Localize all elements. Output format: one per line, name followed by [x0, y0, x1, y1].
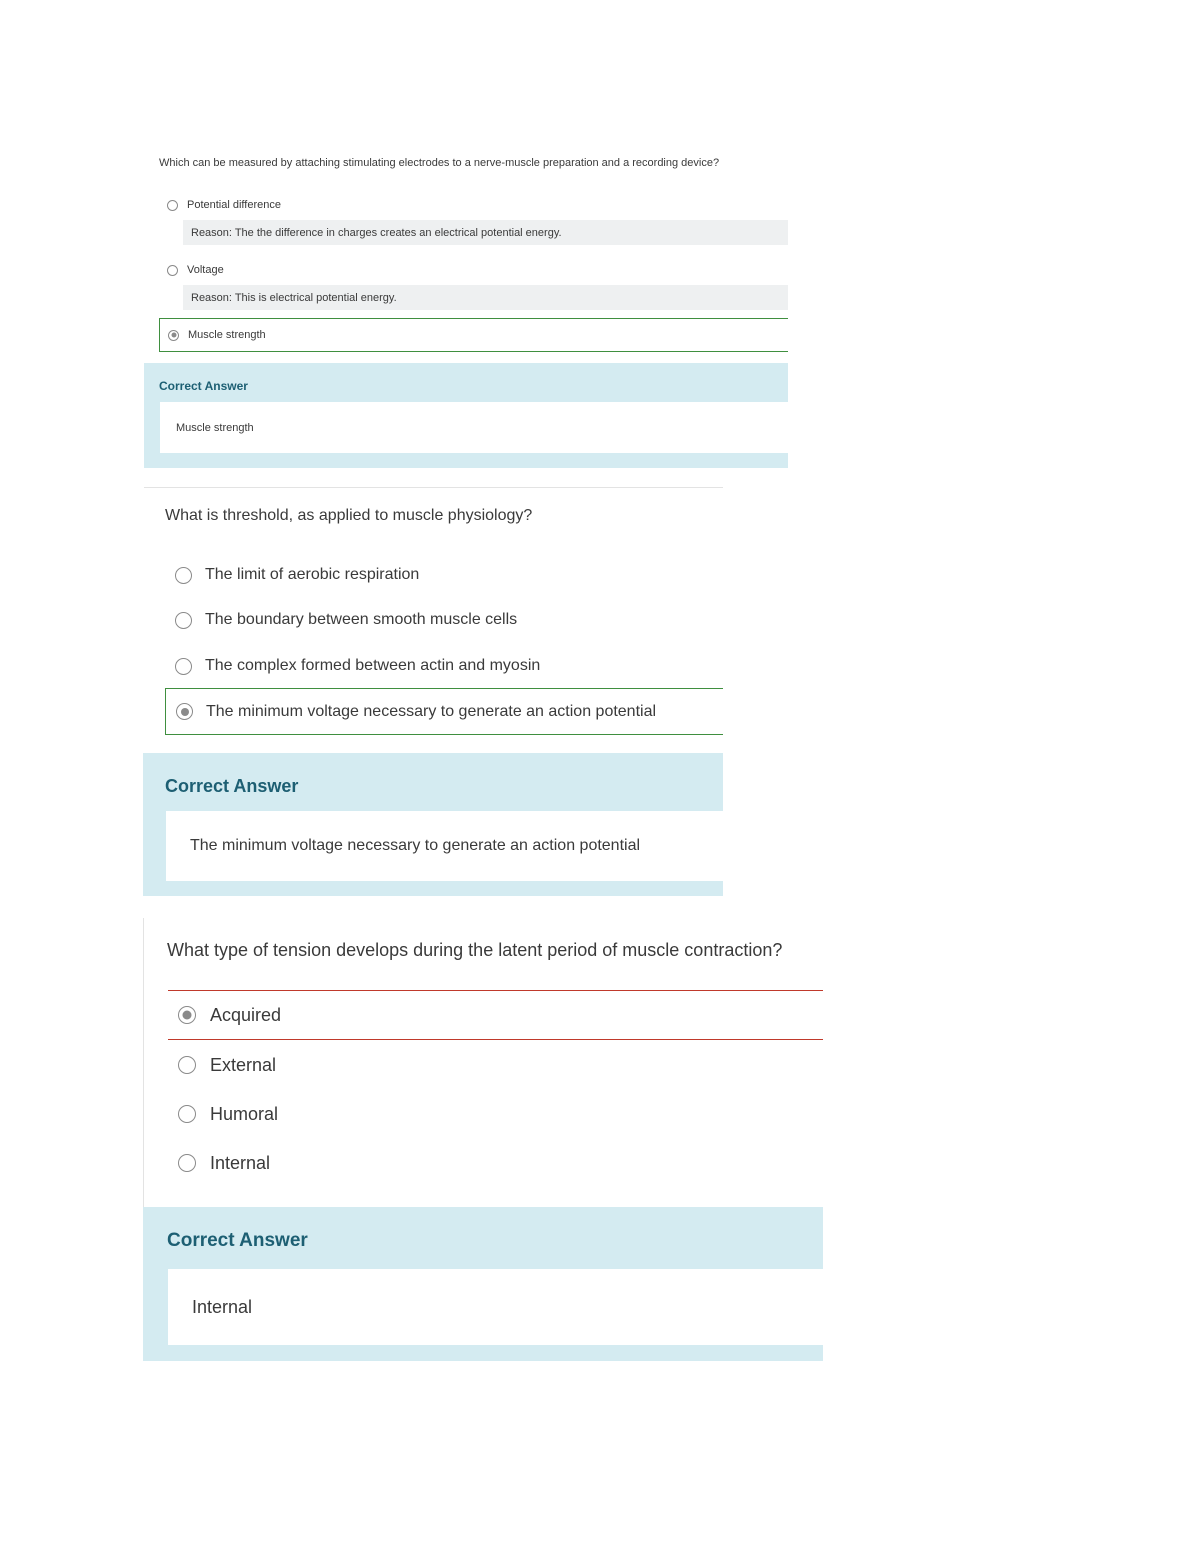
option-label: The boundary between smooth muscle cells: [205, 611, 518, 628]
radio-button[interactable]: [178, 1105, 196, 1123]
radio-button[interactable]: [175, 658, 192, 675]
radio-button[interactable]: [167, 200, 178, 211]
radio-button[interactable]: [178, 1056, 196, 1074]
radio-button[interactable]: [175, 567, 192, 584]
option-label: Potential difference: [187, 199, 281, 211]
option-smooth-muscle-boundary[interactable]: [175, 609, 517, 631]
option-minimum-voltage[interactable]: [165, 688, 723, 735]
radio-button[interactable]: [178, 1154, 196, 1172]
option-external[interactable]: [178, 1053, 276, 1077]
correct-answer-panel: [144, 363, 788, 468]
card-left-border: [143, 918, 144, 1208]
option-label: Voltage: [187, 264, 224, 276]
option-acquired[interactable]: [168, 990, 823, 1040]
option-voltage[interactable]: [167, 262, 224, 278]
correct-answer-value: The minimum voltage necessary to generate an action potential: [166, 811, 723, 881]
option-label: The limit of aerobic respiration: [205, 566, 420, 583]
option-label: Acquired: [210, 1004, 282, 1025]
divider: [144, 487, 723, 488]
question-text: Which can be measured by attaching stimulating electrodes to a nerve-muscle preparation and a recording device?: [159, 157, 720, 169]
correct-answer-value: Muscle strength: [160, 402, 788, 453]
correct-answer-title: Correct Answer: [165, 776, 299, 796]
option-reason: Reason: The the difference in charges creates an electrical potential energy.: [183, 220, 788, 245]
option-reason: Reason: This is electrical potential energy.: [183, 285, 788, 310]
option-label: Muscle strength: [188, 329, 266, 341]
option-muscle-strength[interactable]: [159, 318, 788, 352]
option-internal[interactable]: [178, 1151, 270, 1175]
radio-button-selected[interactable]: [176, 703, 193, 720]
correct-answer-title: Correct Answer: [159, 379, 248, 393]
option-actin-myosin-complex[interactable]: [175, 655, 540, 677]
option-label: The minimum voltage necessary to generate an action potential: [206, 702, 657, 720]
correct-answer-value: Internal: [168, 1269, 823, 1345]
option-label: Humoral: [210, 1103, 279, 1124]
option-label: External: [210, 1054, 277, 1075]
option-aerobic-limit[interactable]: [175, 564, 419, 586]
radio-button[interactable]: [175, 612, 192, 629]
correct-answer-panel: [143, 753, 723, 896]
question-text: What type of tension develops during the latent period of muscle contraction?: [167, 940, 783, 960]
option-label: The complex formed between actin and myosin: [205, 657, 541, 674]
radio-button[interactable]: [167, 265, 178, 276]
radio-button-selected[interactable]: [178, 1006, 196, 1024]
option-label: Internal: [210, 1152, 271, 1173]
correct-answer-title: Correct Answer: [167, 1230, 308, 1251]
question-text: What is threshold, as applied to muscle physiology?: [165, 507, 533, 524]
option-potential-difference[interactable]: [167, 197, 281, 213]
correct-answer-panel: [143, 1207, 823, 1361]
option-humoral[interactable]: [178, 1102, 278, 1126]
radio-button-selected[interactable]: [168, 330, 179, 341]
